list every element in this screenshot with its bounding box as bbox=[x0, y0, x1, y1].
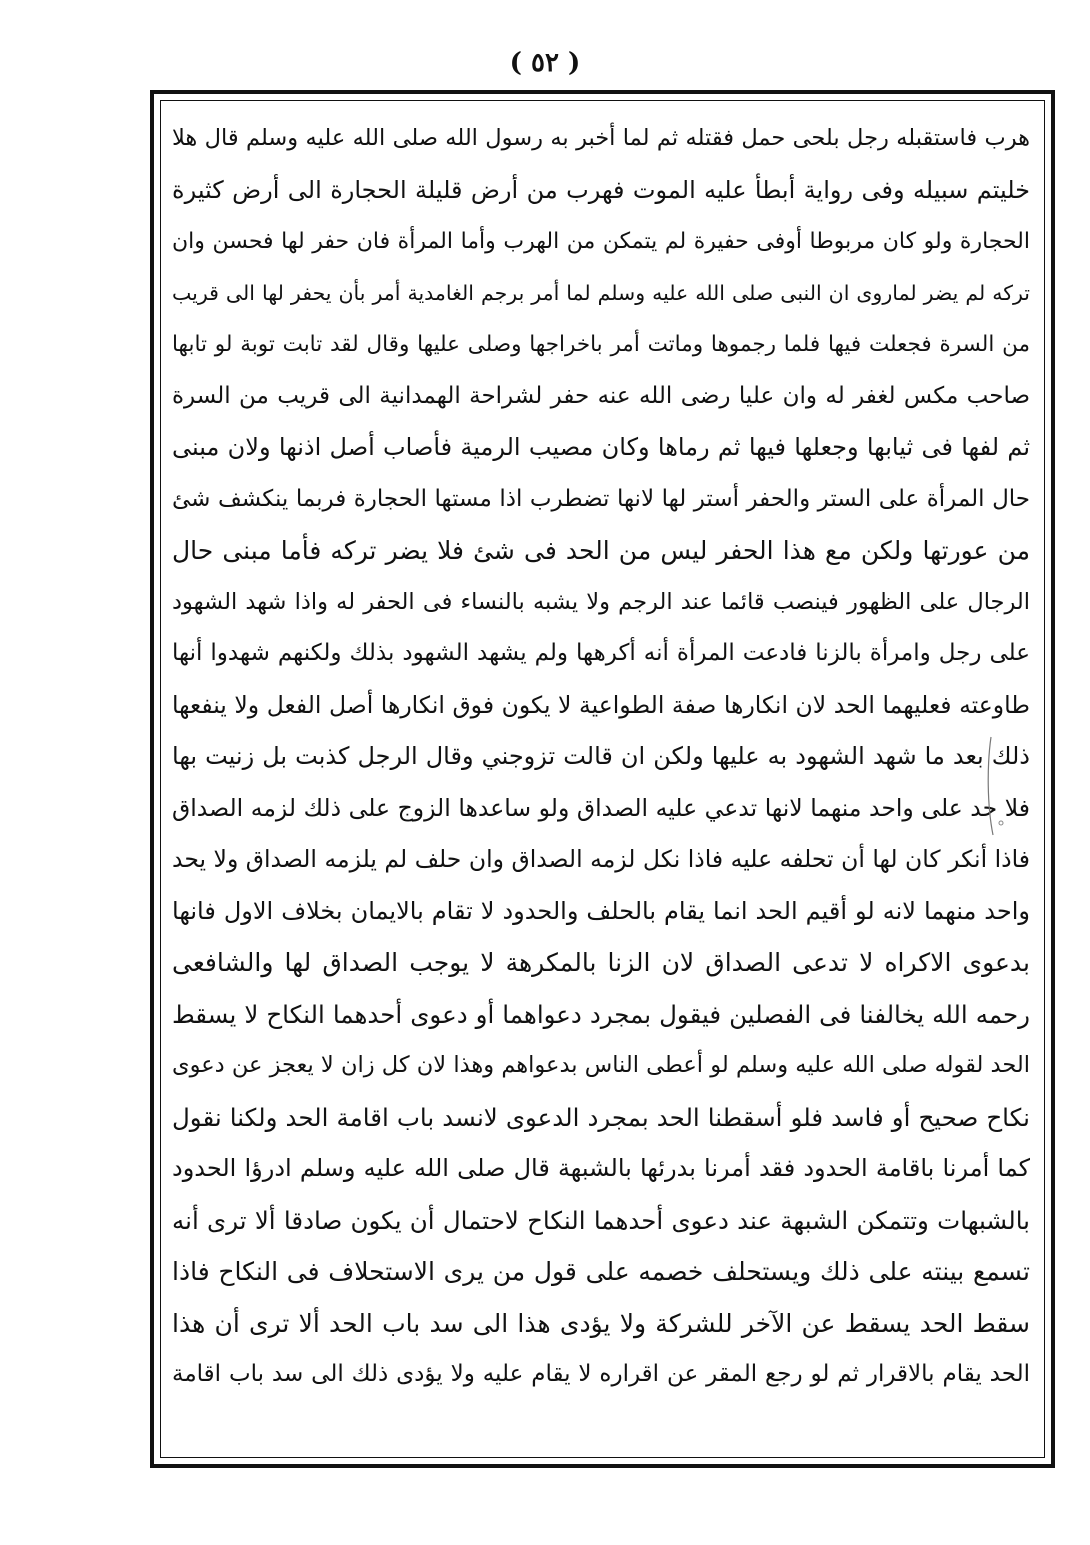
text-line-14: فلا حد على واحد منهما لانها تدعي عليه الصداق ولو ساعدها الزوج على ذلك لزمه الصداق bbox=[172, 793, 1030, 822]
page-number: ( ٥٢ ) bbox=[509, 48, 581, 78]
text-line-23: تسمع بينته على ذلك ويستحلف خصمه على قول من يرى الاستحلاف فى النكاح فاذا bbox=[172, 1257, 1030, 1286]
text-line-6: صاحب مكس لغفر له وان عليا رضى الله عنه حفر لشراحة الهمدانية الى قريب من السرة bbox=[172, 382, 1030, 409]
text-line-17: بدعوى الاكراه لا تدعى الصداق لان الزنا بالمكرهة لا يوجب الصداق لها والشافعى bbox=[172, 948, 1030, 977]
text-line-3: الحجارة ولو كان مربوطا أوفى حفيرة لم يتمكن من الهرب وأما المرأة فان حفر لها فحسن وان bbox=[172, 229, 1030, 254]
text-line-18: رحمه الله يخالفنا فى الفصلين فيقول بمجرد دعواهما أو دعوى أحدهما النكاح لا يسقط bbox=[172, 999, 1030, 1029]
text-line-16: واحد منهما لانه لو أقيم الحد انما يقام بالحلف والحدود لا تقام بالايمان بخلاف الاول فانها bbox=[172, 896, 1030, 925]
text-line-11: على رجل وامرأة بالزنا فادعت المرأة أنه أكرهها ولم يشهد الشهود بذلك ولكنهم شهدوا أنها bbox=[172, 640, 1030, 666]
text-line-4: تركه لم يضر لماروى ان النبى صلى الله عليه وسلم لما أمر برجم الغامدية أمر بأن يحفر لها الى قريب bbox=[172, 280, 1030, 305]
text-line-9: من عورتها ولكن مع هذا الحفر ليس من الحد فى شئ فلا يضر تركه فأما مبنى حال bbox=[172, 536, 1030, 565]
text-line-25: الحد يقام بالاقرار ثم لو رجع المقر عن اقراره لا يقام عليه ولا يؤدى ذلك الى سد باب اقامة bbox=[172, 1361, 1030, 1387]
text-line-2: خليتم سبيله وفى رواية أبطأ عليه الموت فهرب من أرض قليلة الحجارة الى أرض كثيرة bbox=[172, 175, 1030, 204]
text-line-7: ثم لفها فى ثيابها وجعلها فيها ثم رماها وكان مصيب الرمية فأصاب أصل اذنها ولان مبنى bbox=[172, 433, 1030, 461]
text-line-15: فاذا أنكر كان لها أن تحلفه عليه فاذا نكل لزمه الصداق وان حلف لم يلزمه الصداق ولا يحد bbox=[172, 845, 1030, 873]
text-line-1: هرب فاستقبله رجل بلحى حمل فقتله ثم لما أخبر به رسول الله صلى الله عليه وسلم قال هلا bbox=[172, 125, 1030, 151]
text-line-12: طاوعته فعليهما الحد لان انكارها صفة الطواعية لا يكون فوق انكارها أصل الفعل ولا ينفعها bbox=[172, 690, 1030, 719]
margin-pencil-mark bbox=[985, 735, 1007, 845]
text-line-5: من السرة فجعلت فيها فلما رجموها وماتت أمر باخراجها وصلى عليها وقال لقد تابت توبة لو تابها bbox=[172, 332, 1030, 357]
text-line-21: كما أمرنا باقامة الحدود فقد أمرنا بدرئها بالشبهة قال صلى الله عليه وسلم ادرؤا الحدود bbox=[172, 1154, 1030, 1182]
text-line-22: بالشبهات وتتمكن الشبهة عند دعوى أحدهما النكاح لاحتمال أن يكون صادقا ألا ترى أنه bbox=[172, 1205, 1030, 1235]
text-line-10: الرجال على الظهور فينصب قائما عند الرجم ولا يشبه بالنساء فى الحفر له واذا شهد الشهود bbox=[172, 588, 1030, 615]
text-line-19: الحد لقوله صلى الله عليه وسلم لو أعطى الناس بدعواهم وهذا لان كل زان لا يعجز عن دعوى bbox=[172, 1052, 1030, 1078]
body-text bbox=[172, 113, 1030, 1401]
text-line-24: سقط الحد يسقط عن الآخر للشركة ولا يؤدى هذا الى سد باب الحد ألا ترى أن هذا bbox=[172, 1308, 1030, 1338]
text-line-8: حال المرأة على الستر والحفر أستر لها لانها تضطرب اذا مستها الحجارة فربما ينكشف شئ bbox=[172, 485, 1030, 512]
text-line-20: نكاح صحيح أو فاسد فلو أسقطنا الحد بمجرد الدعوى لانسد باب اقامة الحد ولكنا نقول bbox=[172, 1102, 1030, 1132]
text-line-13: ذلك بعد ما شهد الشهود به عليها ولكن ان قالت تزوجني وقال الرجل كذبت بل زنيت بها bbox=[172, 742, 1030, 770]
